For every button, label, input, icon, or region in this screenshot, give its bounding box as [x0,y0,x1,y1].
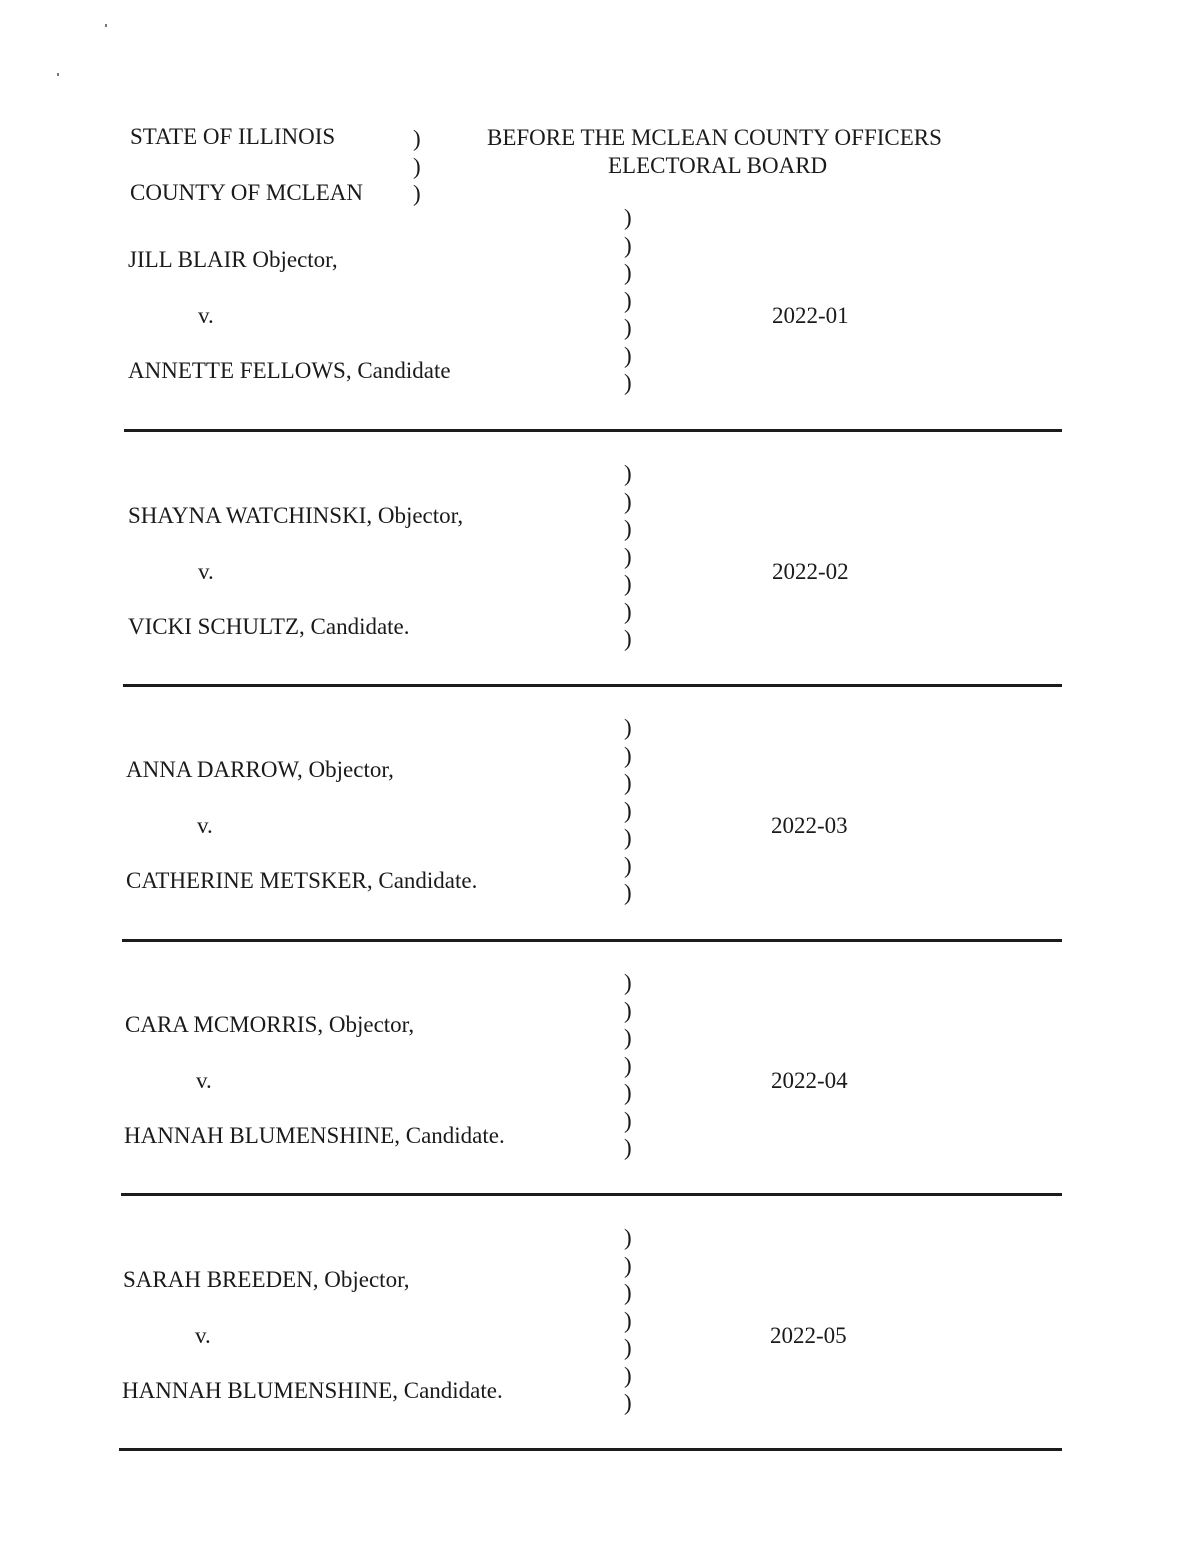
board-title-line2: ELECTORAL BOARD [608,153,828,178]
candidate-name: VICKI SCHULTZ, Candidate. [128,614,410,639]
versus-label: v. [195,1323,211,1348]
case-parentheses: ) ) ) ) ) ) ) [624,970,632,1160]
candidate-name: HANNAH BLUMENSHINE, Candidate. [124,1123,505,1148]
section-divider [123,684,1062,687]
objector-name: CARA MCMORRIS, Objector, [125,1012,415,1037]
candidate-name: CATHERINE METSKER, Candidate. [126,868,478,893]
scan-speck [105,24,107,27]
objector-name: SARAH BREEDEN, Objector, [123,1267,410,1292]
case-block [0,190,1200,420]
case-number: 2022-03 [771,813,848,838]
candidate-name: HANNAH BLUMENSHINE, Candidate. [122,1378,503,1403]
case-number: 2022-02 [772,559,849,584]
objector-name: JILL BLAIR Objector, [128,247,338,272]
board-title-line1: BEFORE THE MCLEAN COUNTY OFFICERS [487,125,942,150]
case-block [0,955,1200,1185]
case-parentheses: ) ) ) ) ) ) ) [624,461,632,651]
section-divider [124,429,1062,432]
section-divider [121,1193,1062,1196]
versus-label: v. [198,559,214,584]
candidate-name: ANNETTE FELLOWS, Candidate [128,358,451,383]
versus-label: v. [196,1068,212,1093]
case-number: 2022-05 [770,1323,847,1348]
case-block [0,1210,1200,1440]
case-block [0,446,1200,676]
caption-parentheses: ) ) ) [413,126,421,206]
section-divider [122,939,1062,942]
case-parentheses: ) ) ) ) ) ) ) [624,715,632,905]
objector-name: SHAYNA WATCHINSKI, Objector, [128,503,464,528]
case-number: 2022-01 [772,303,849,328]
state-label: STATE OF ILLINOIS [130,124,336,149]
case-parentheses: ) ) ) ) ) ) ) [624,1225,632,1415]
case-number: 2022-04 [771,1068,848,1093]
versus-label: v. [197,813,213,838]
section-divider [119,1448,1062,1451]
versus-label: v. [198,303,214,328]
case-block [0,700,1200,930]
scan-speck [57,73,59,76]
county-label: COUNTY OF MCLEAN [130,180,363,205]
objector-name: ANNA DARROW, Objector, [126,757,394,782]
case-parentheses: ) ) ) ) ) ) ) [624,205,632,395]
